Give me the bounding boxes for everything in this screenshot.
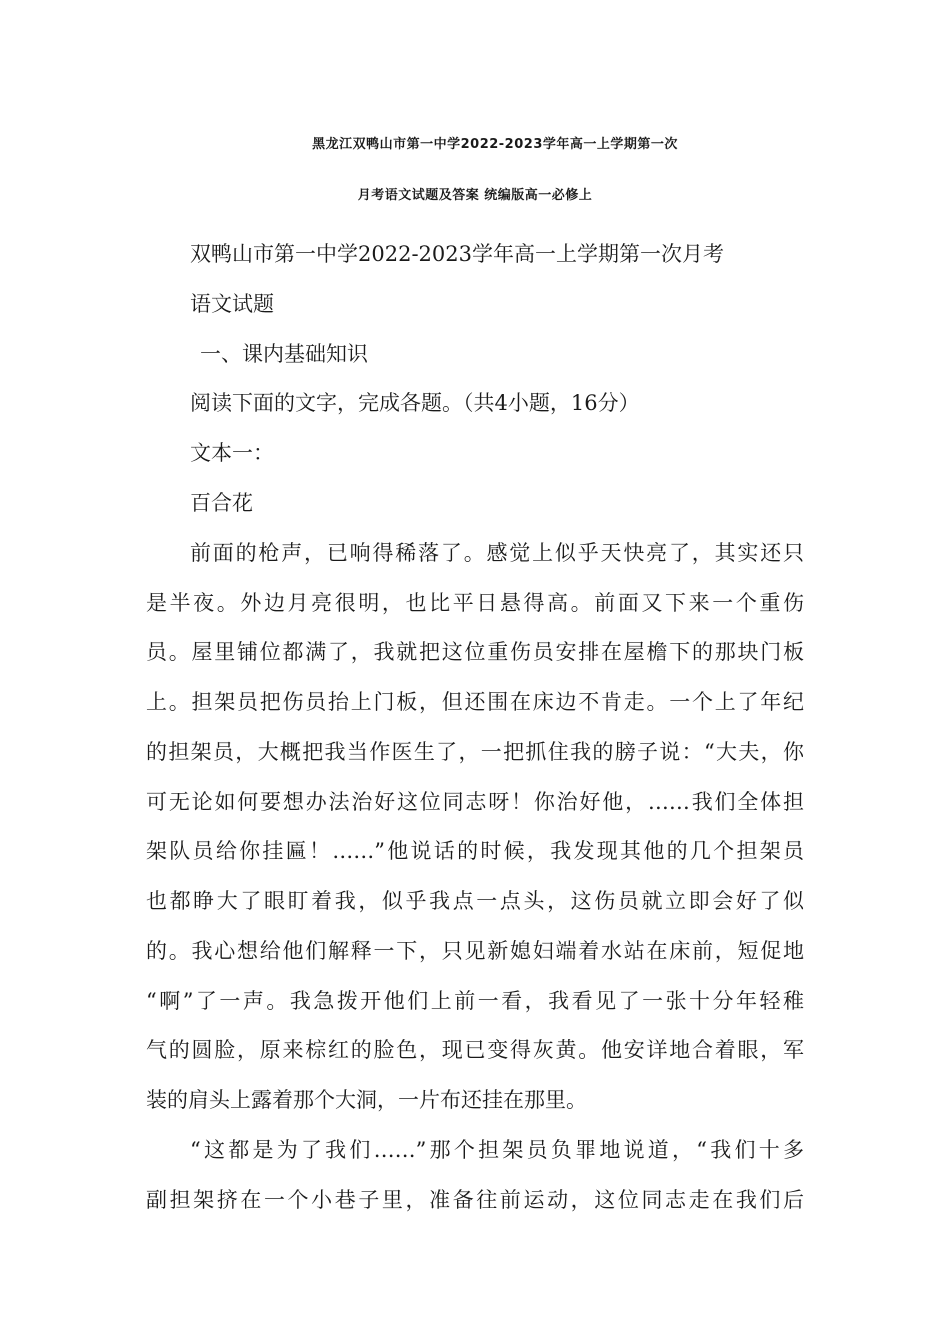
paragraph-1-line: 的担架员，大概把我当作医生了，一把抓住我的膀子说：“大夫，你 xyxy=(146,740,804,764)
paragraph-1-line: 员。屋里铺位都满了，我就把这位重伤员安排在屋檐下的那块门板 xyxy=(146,640,804,664)
paragraph-1-line: 气的圆脸，原来棕红的脸色，现已变得灰黄。他安详地合着眼，军 xyxy=(146,1038,804,1062)
document-title-line-1: 黑龙江双鸭山市第一中学2022-2023学年高一上学期第一次 xyxy=(312,137,678,152)
exam-subtitle: 双鸭山市第一中学2022-2023学年高一上学期第一次月考 xyxy=(190,242,724,266)
document-title-line-2: 月考语文试题及答案 统编版高一必修上 xyxy=(357,188,593,203)
paragraph-1-line: 装的肩头上露着那个大洞，一片布还挂在那里。 xyxy=(146,1088,587,1112)
paragraph-1-line: 也都睁大了眼盯着我，似乎我点一点头，这伤员就立即会好了似 xyxy=(146,889,804,913)
paragraph-2-line: 副担架挤在一个小巷子里，准备往前运动，这位同志走在我们后 xyxy=(146,1188,804,1212)
paragraph-1-line: “啊”了一声。我急拨开他们上前一看，我看见了一张十分年轻稚 xyxy=(146,989,804,1013)
instruction-text: 阅读下面的文字，完成各题。（共4小题，16分） xyxy=(190,391,640,415)
text-label: 文本一： xyxy=(190,441,274,465)
paragraph-1-line: 上。担架员把伤员抬上门板，但还围在床边不肯走。一个上了年纪 xyxy=(146,690,804,714)
section-heading: 一、课内基础知识 xyxy=(200,342,368,366)
paragraph-1-line: 可无论如何要想办法治好这位同志呀！你治好他，……我们全体担 xyxy=(146,790,804,814)
exam-name: 语文试题 xyxy=(190,292,274,316)
paragraph-1-line: 前面的枪声，已响得稀落了。感觉上似乎天快亮了，其实还只 xyxy=(190,541,804,565)
story-title: 百合花 xyxy=(190,491,253,515)
paragraph-2-line: “这都是为了我们……”那个担架员负罪地说道，“我们十多 xyxy=(190,1138,804,1162)
paragraph-1-line: 是半夜。外边月亮很明，也比平日悬得高。前面又下来一个重伤 xyxy=(146,591,804,615)
paragraph-1-line: 架队员给你挂匾！……”他说话的时候，我发现其他的几个担架员 xyxy=(146,839,804,863)
paragraph-1-line: 的。我心想给他们解释一下，只见新媳妇端着水站在床前，短促地 xyxy=(146,939,804,963)
